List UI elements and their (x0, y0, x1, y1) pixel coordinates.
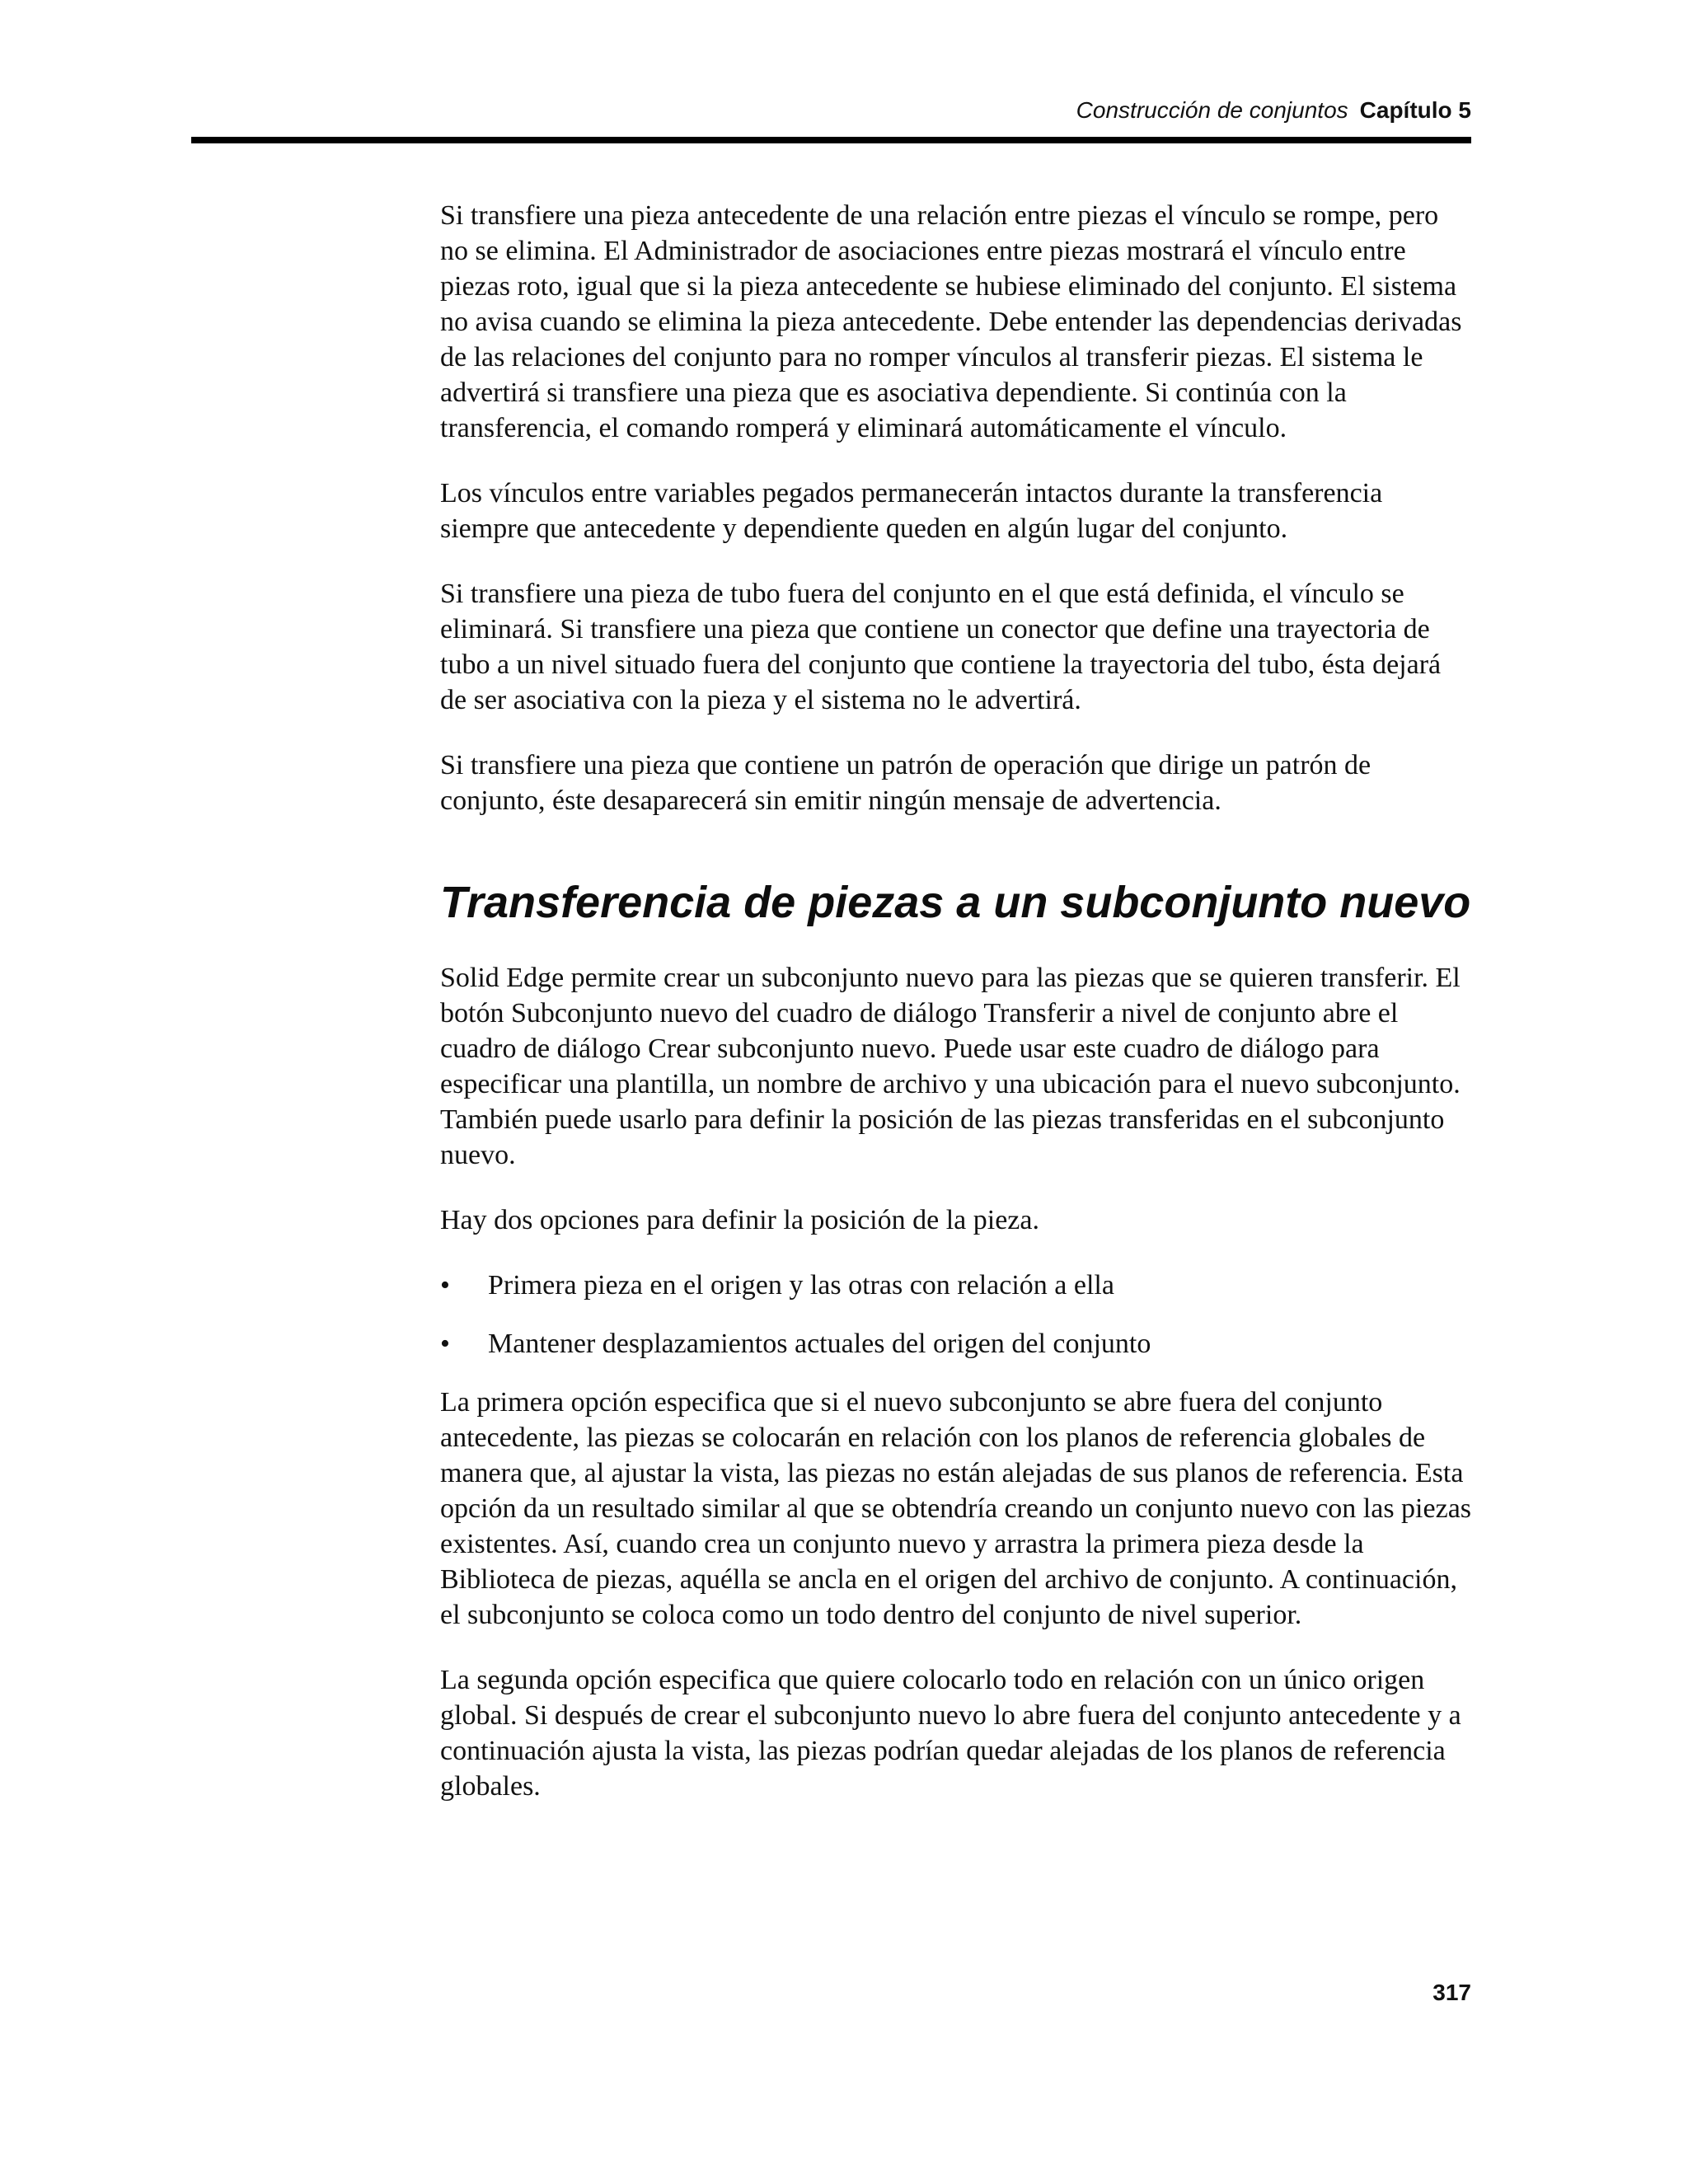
paragraph-new-subassembly: Solid Edge permite crear un subconjunto nuevo para las piezas que se quieren transferir. El botón Subconjunto nuevo del cuadro de diálogo Transferir a nivel de conjunto abre el cuadro de diálogo Crear subconjunto nuevo. Puede usar este cuadro de diálogo para especificar una plantilla, un nombre de archivo y una ubicación para el nuevo subconjunto. También puede usarlo para definir la posición de las piezas transferidas en el subconjunto nuevo. (440, 963, 1461, 1170)
page-body (440, 198, 1471, 1834)
paragraph-feature-pattern: Si transfiere una pieza que contiene un patrón de operación que dirige un patrón de conjunto, éste desaparecerá sin emitir ningún mensaje de advertencia. (440, 750, 1372, 816)
header-rule (191, 137, 1471, 143)
running-header (191, 96, 1471, 125)
paragraph-broken-link: Si transfiere una pieza antecedente de una relación entre piezas el vínculo se rompe, pero no se elimina. El Administrador de asociaciones entre piezas mostrará el vínculo entre piezas roto, igual que si la pieza antecedente se hubiese eliminado del conjunto. El sistema no avisa cuando se elimina la pieza antecedente. Debe entender las dependencias derivadas de las relaciones del conjunto para no romper vínculos al transferir piezas. El sistema le advertirá si transfiere una pieza que es asociativa dependiente. Si continúa con la transferencia, el comando romperá y eliminará automáticamente el vínculo. (440, 200, 1462, 443)
page-number: 317 (1432, 1980, 1471, 2005)
paragraph-tube-part: Si transfiere una pieza de tubo fuera del conjunto en el que está definida, el vínculo se eliminará. Si transfiere una pieza que contiene un conector que define una trayectoria de tubo a un nivel situado fuera del conjunto que contiene la trayectoria del tubo, ésta dejará de ser asociativa con la pieza y el sistema no le advertirá. (440, 579, 1442, 715)
chapter-number: Capítulo 5 (1359, 97, 1471, 123)
options-list (440, 1268, 1471, 1361)
paragraph-variable-links: Los vínculos entre variables pegados permanecerán intactos durante la transferencia siempre que antecedente y dependiente queden en algún lugar del conjunto. (440, 478, 1383, 544)
paragraph-options-lead: Hay dos opciones para definir la posición de la pieza. (440, 1205, 1039, 1235)
bullet-icon: • (440, 1270, 450, 1301)
paragraph-second-option: La segunda opción especifica que quiere colocarlo todo en relación con un único origen global. Si después de crear el subconjunto nuevo lo abre fuera del conjunto antecedente y a continuación ajusta la vista, las piezas podrían quedar alejadas de los planos de referencia globales. (440, 1665, 1461, 1802)
list-item-text: Primera pieza en el origen y las otras con relación a ella (488, 1270, 1114, 1301)
section-heading: Transferencia de piezas a un subconjunto nuevo (440, 878, 1471, 927)
chapter-title: Construcción de conjuntos (1076, 97, 1348, 123)
paragraph-first-option: La primera opción especifica que si el nuevo subconjunto se abre fuera del conjunto antecedente, las piezas se colocarán en relación con los planos de referencia globales de manera que, al ajustar la vista, las piezas no están alejadas de sus planos de referencia. Esta opción da un resultado similar al que se obtendría creando un conjunto nuevo con las piezas existentes. Así, cuando crea un conjunto nuevo y arrastra la primera pieza desde la Biblioteca de piezas, aquélla se ancla en el origen del archivo de conjunto. A continuación, el subconjunto se coloca como un todo dentro del conjunto de nivel superior. (440, 1387, 1472, 1630)
list-item (440, 1268, 1471, 1303)
list-item-text: Mantener desplazamientos actuales del origen del conjunto (488, 1329, 1151, 1359)
list-item (440, 1326, 1471, 1361)
bullet-icon: • (440, 1329, 450, 1359)
